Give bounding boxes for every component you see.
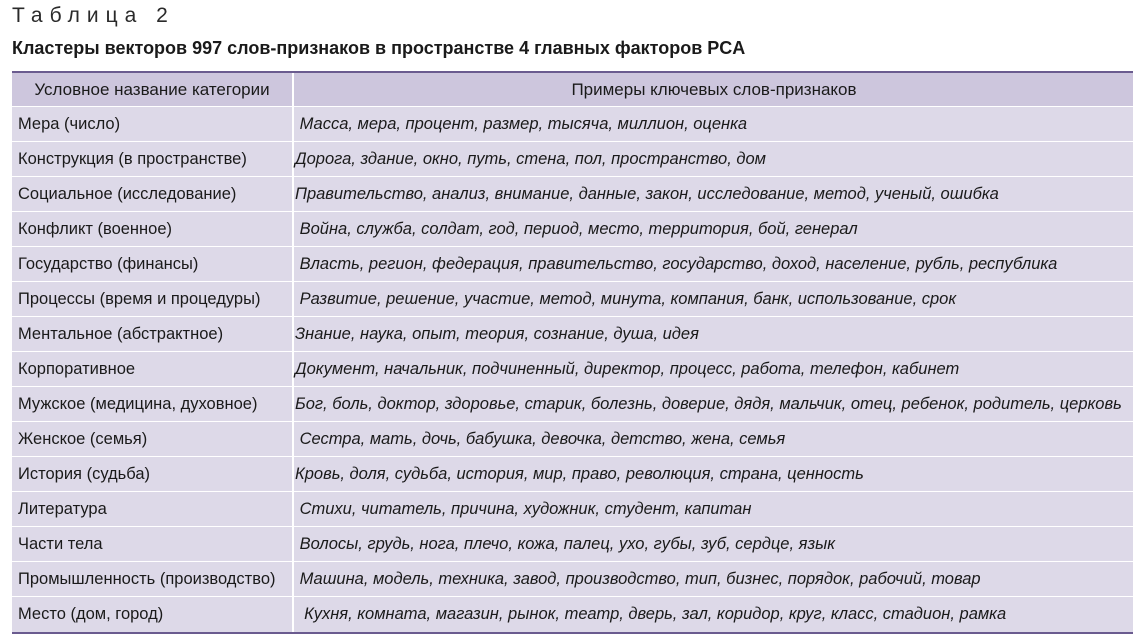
table-row — [12, 562, 1133, 597]
table-row — [12, 527, 1133, 562]
category-cell: Конфликт (военное) — [12, 212, 294, 246]
table-row — [12, 247, 1133, 282]
examples-cell: Правительство, анализ, внимание, данные, закон, исследование, метод, ученый, ошибка — [295, 184, 999, 203]
examples-cell: Кухня, комната, магазин, рынок, театр, дверь, зал, коридор, круг, класс, стадион, рамка — [295, 605, 1007, 623]
examples-cell: Сестра, мать, дочь, бабушка, девочка, детство, жена, семья — [295, 429, 786, 448]
examples-cell: Масса, мера, процент, размер, тысяча, миллион, оценка — [295, 114, 748, 133]
table-row — [12, 352, 1133, 387]
category-cell: Процессы (время и процедуры) — [12, 282, 294, 316]
category-cell: Социальное (исследование) — [12, 177, 294, 211]
category-cell: История (судьба) — [12, 457, 294, 491]
table-row — [12, 142, 1133, 177]
table-row — [12, 177, 1133, 212]
category-cell: Конструкция (в пространстве) — [12, 142, 294, 176]
examples-cell: Стихи, читатель, причина, художник, студент, капитан — [295, 499, 752, 518]
examples-cell: Война, служба, солдат, год, период, место, территория, бой, генерал — [295, 219, 858, 238]
examples-cell: Волосы, грудь, нога, плечо, кожа, палец, ухо, губы, зуб, сердце, язык — [295, 534, 836, 553]
table-row — [12, 107, 1133, 142]
category-cell: Промышленность (производство) — [12, 562, 294, 596]
examples-cell: Бог, боль, доктор, здоровье, старик, болезнь, доверие, дядя, мальчик, отец, ребенок, родитель, церковь — [295, 394, 1122, 413]
category-cell: Ментальное (абстрактное) — [12, 317, 294, 351]
table-row — [12, 492, 1133, 527]
table-row — [12, 597, 1133, 632]
examples-cell: Власть, регион, федерация, правительство, государство, доход, население, рубль, республика — [295, 254, 1058, 273]
category-cell: Литература — [12, 492, 294, 526]
examples-cell: Знание, наука, опыт, теория, сознание, душа, идея — [295, 324, 699, 343]
table-label: Таблица 2 — [12, 4, 175, 27]
category-cell: Корпоративное — [12, 352, 294, 386]
clusters-table — [12, 71, 1133, 634]
category-cell: Место (дом, город) — [12, 597, 294, 632]
table-row — [12, 212, 1133, 247]
category-cell: Мера (число) — [12, 107, 294, 141]
examples-cell: Машина, модель, техника, завод, производство, тип, бизнес, порядок, рабочий, товар — [295, 569, 981, 588]
column-header-category: Условное название категории — [12, 73, 294, 106]
category-cell: Части тела — [12, 527, 294, 561]
table-row — [12, 387, 1133, 422]
examples-cell: Развитие, решение, участие, метод, минута, компания, банк, использование, срок — [295, 289, 957, 308]
table-row — [12, 422, 1133, 457]
category-cell: Женское (семья) — [12, 422, 294, 456]
table-row — [12, 282, 1133, 317]
column-header-examples: Примеры ключевых слов-признаков — [571, 79, 857, 99]
examples-cell: Кровь, доля, судьба, история, мир, право, революция, страна, ценность — [295, 464, 864, 483]
examples-cell: Документ, начальник, подчиненный, директор, процесс, работа, телефон, кабинет — [295, 359, 960, 378]
table-row — [12, 317, 1133, 352]
table-title: Кластеры векторов 997 слов-признаков в пространстве 4 главных факторов PCA — [12, 38, 746, 58]
table-row — [12, 457, 1133, 492]
examples-cell: Дорога, здание, окно, путь, стена, пол, пространство, дом — [295, 149, 766, 168]
table-header-row — [12, 73, 1133, 107]
category-cell: Мужское (медицина, духовное) — [12, 387, 294, 421]
category-cell: Государство (финансы) — [12, 247, 294, 281]
